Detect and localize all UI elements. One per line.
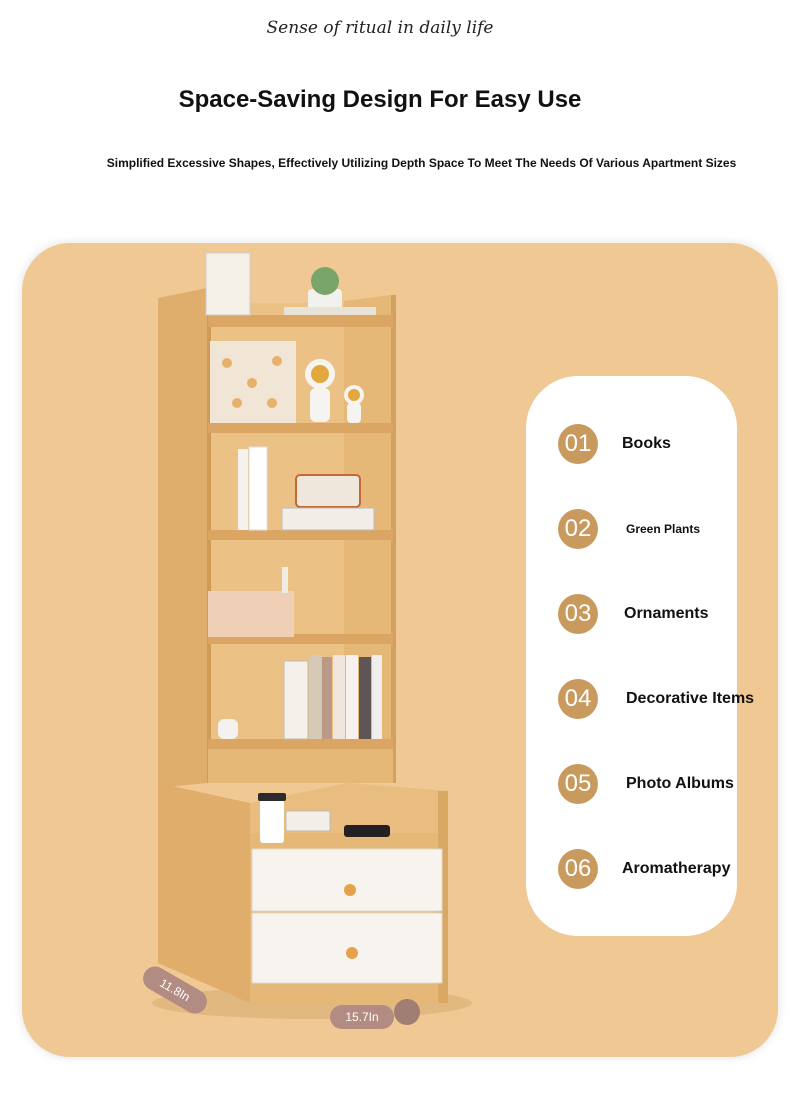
feature-item-2 <box>558 509 700 549</box>
book-row-1 <box>284 661 308 739</box>
astronaut-body-small <box>347 403 361 423</box>
book-upright-1 <box>238 449 248 530</box>
book-row-5 <box>346 655 358 739</box>
feature-num-badge: 03 <box>558 594 598 634</box>
tote-dot-4 <box>232 398 242 408</box>
tote-dot-2 <box>247 378 257 388</box>
small-tray <box>284 307 376 315</box>
photo-frame <box>206 253 250 315</box>
tote-dot-5 <box>267 398 277 408</box>
astronaut-body-large <box>310 388 330 422</box>
feature-num-badge: 02 <box>558 509 598 549</box>
feature-num-badge: 06 <box>558 849 598 889</box>
page-title: Space-Saving Design For Easy Use <box>178 86 582 113</box>
book-stack <box>282 508 374 530</box>
elephant-figure <box>218 719 238 739</box>
feature-label: Aromatherapy <box>622 860 731 877</box>
cabinet-book <box>286 811 330 831</box>
feature-num-badge: 01 <box>558 424 598 464</box>
shelf-side-left <box>158 288 207 788</box>
cabinet-side-left <box>158 783 250 1003</box>
feature-item-3 <box>558 594 708 634</box>
feature-num-badge: 05 <box>558 764 598 804</box>
base-rail <box>208 749 393 783</box>
book-upright-2 <box>249 447 267 530</box>
shelf-board-4 <box>208 739 393 749</box>
feature-label: Ornaments <box>624 605 709 622</box>
feature-label: Books <box>622 435 671 452</box>
book-row-6 <box>359 657 371 739</box>
tagline: Sense of ritual in daily life <box>266 18 494 38</box>
coffee-cup <box>260 797 284 843</box>
storage-box <box>208 591 294 637</box>
feature-num-badge: 04 <box>558 679 598 719</box>
potted-plant-leaves <box>311 267 339 295</box>
book-row-4 <box>333 655 345 739</box>
feature-item-5 <box>558 764 734 804</box>
astronaut-visor-large <box>311 365 329 383</box>
drawer-bottom-knob <box>346 947 358 959</box>
coffee-cup-lid <box>258 793 286 801</box>
phone <box>344 825 390 837</box>
product-panel <box>22 243 778 1057</box>
feature-label: Photo Albums <box>626 775 734 792</box>
drawer-top-knob <box>344 884 356 896</box>
feature-label: Green Plants <box>626 522 701 536</box>
feature-item-4 <box>558 679 754 719</box>
book-row-2 <box>309 655 321 739</box>
radio-speaker <box>296 475 360 507</box>
page-subtitle: Simplified Excessive Shapes, Effectively Utilizing Depth Space To Meet The Needs Of Various Apartment Sizes <box>106 156 737 170</box>
width-dimension-tag: 15.7In <box>330 1005 394 1029</box>
giraffe-figure <box>282 567 288 593</box>
shelf-top <box>208 315 393 327</box>
shelf-board-2 <box>208 530 393 540</box>
book-row-7 <box>372 655 382 739</box>
shelf-board-1 <box>208 423 393 433</box>
feature-label: Decorative Items <box>626 690 755 707</box>
drawer-bottom <box>252 913 442 983</box>
drawer-top <box>252 849 442 911</box>
book-row-3 <box>322 657 332 739</box>
feature-item-6 <box>558 849 730 889</box>
feature-item-1 <box>558 424 671 464</box>
depth-dimension-tag: 11.8In <box>139 962 212 1018</box>
tote-dot-1 <box>222 358 232 368</box>
feature-card <box>526 376 755 936</box>
tote-dot-3 <box>272 356 282 366</box>
width-dimension-cap <box>394 999 420 1025</box>
astronaut-visor-small <box>348 389 360 401</box>
